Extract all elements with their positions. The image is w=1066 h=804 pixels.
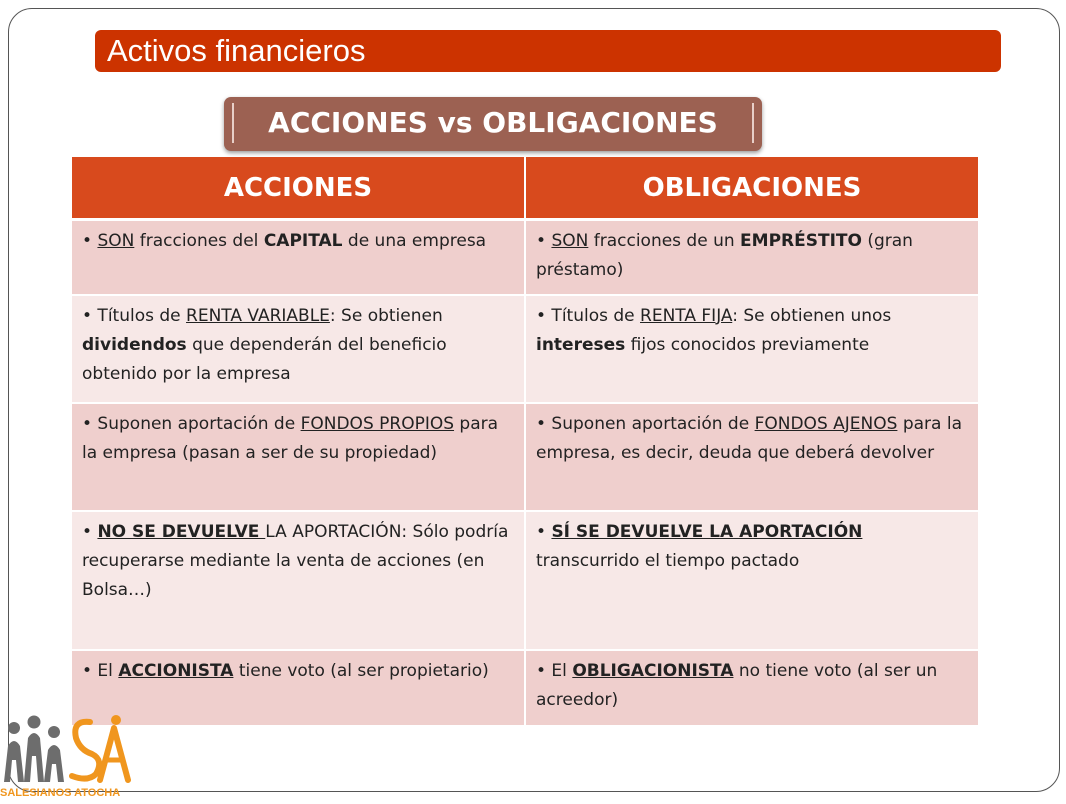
column-header-acciones: ACCIONES — [72, 157, 525, 220]
salesianos-atocha-logo — [0, 710, 140, 800]
table-row — [72, 403, 978, 511]
slide-title: Activos financieros — [95, 30, 1001, 72]
cell-acciones: • Suponen aportación de FONDOS PROPIOS para la empresa (pasan a ser de su propiedad) — [72, 403, 525, 511]
cell-acciones: • SON fracciones del CAPITAL de una empresa — [72, 220, 525, 295]
cell-obligaciones: • Suponen aportación de FONDOS AJENOS para la empresa, es decir, deuda que deberá devolver — [525, 403, 978, 511]
logo-text: SALESIANOS ATOCHA — [0, 787, 121, 799]
cell-obligaciones: • Títulos de RENTA FIJA: Se obtienen unos intereses fijos conocidos previamente — [525, 295, 978, 403]
comparison-title: ACCIONES vs OBLIGACIONES — [224, 97, 762, 151]
cell-acciones: • Títulos de RENTA VARIABLE: Se obtienen dividendos que dependerán del beneficio obtenido por la empresa — [72, 295, 525, 403]
cell-obligaciones: • El OBLIGACIONISTA no tiene voto (al ser un acreedor) — [525, 650, 978, 725]
cell-obligaciones: • SON fracciones de un EMPRÉSTITO (gran préstamo) — [525, 220, 978, 295]
people-logo-icon — [0, 710, 140, 800]
cell-acciones: • El ACCIONISTA tiene voto (al ser propietario) — [72, 650, 525, 725]
table-row — [72, 511, 978, 650]
table-row — [72, 220, 978, 295]
column-header-obligaciones: OBLIGACIONES — [525, 157, 978, 220]
comparison-table — [72, 157, 978, 725]
table-row — [72, 650, 978, 725]
cell-acciones: • NO SE DEVUELVE LA APORTACIÓN: Sólo podría recuperarse mediante la venta de acciones (en Bolsa…) — [72, 511, 525, 650]
table-row — [72, 295, 978, 403]
cell-obligaciones: • SÍ SE DEVUELVE LA APORTACIÓN transcurrido el tiempo pactado — [525, 511, 978, 650]
